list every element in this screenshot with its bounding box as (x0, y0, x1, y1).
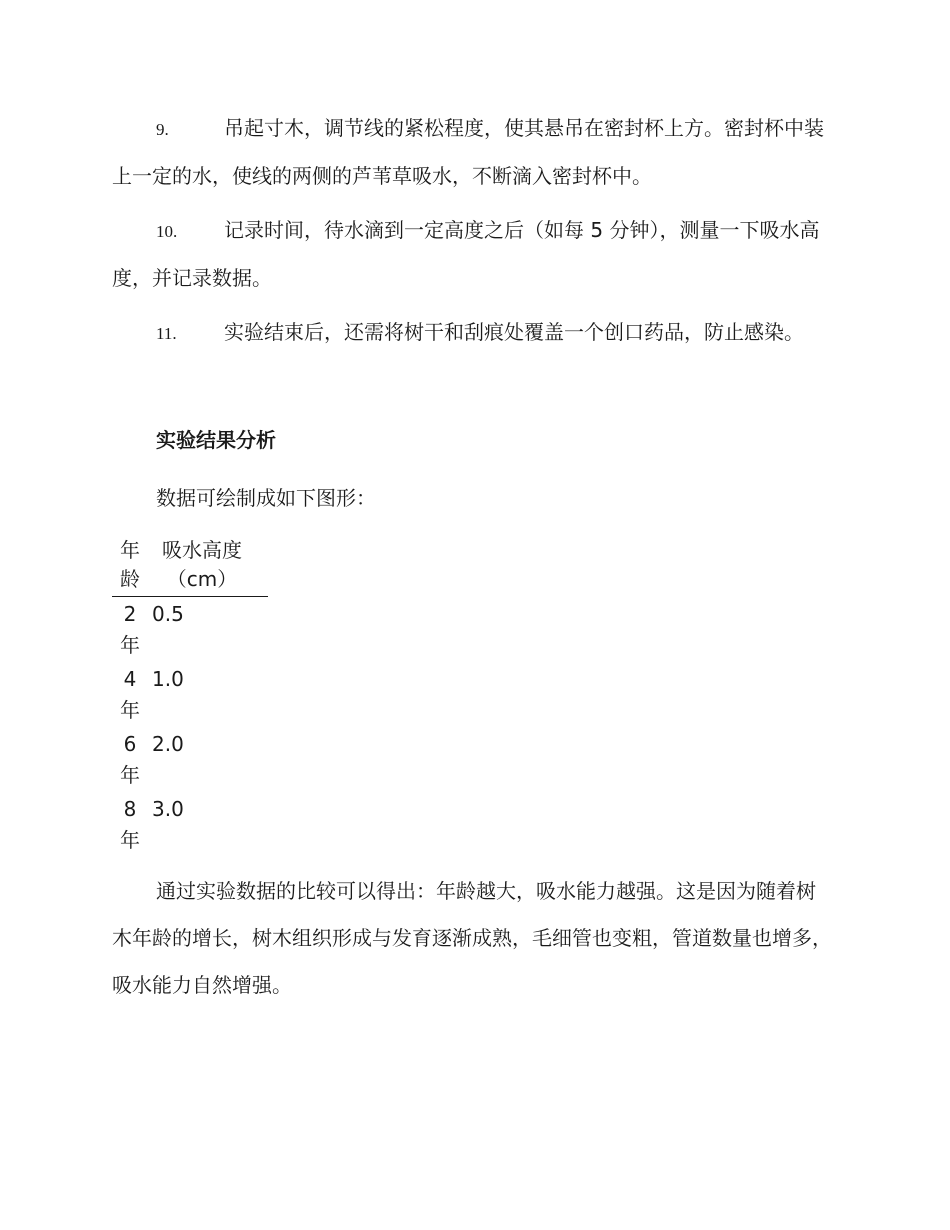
cell-height: 1.0 (152, 667, 184, 691)
cell-height: 2.0 (152, 732, 184, 756)
table-row (112, 792, 268, 857)
cell-height: 0.5 (152, 602, 184, 626)
chart-intro: 数据可绘制成如下图形： (156, 486, 376, 510)
cell-age: 6年 (120, 732, 140, 787)
step-text: 吊起寸木，调节线的紧松程度，使其悬吊在密封杯上方。密封杯中装上一定的水，使线的两侧的芦苇草吸水，不断滴入密封杯中。 (112, 116, 824, 188)
header-age: 年龄 (112, 536, 152, 597)
step-11 (112, 309, 834, 357)
cell-height: 3.0 (152, 797, 184, 821)
step-9 (112, 105, 834, 200)
step-number: 11. (156, 324, 177, 343)
step-number: 10. (156, 222, 178, 241)
step-number: 9. (156, 120, 169, 139)
table-header-row (112, 536, 268, 597)
table-row (112, 662, 268, 727)
cell-age: 4年 (120, 667, 140, 722)
data-table (112, 536, 268, 857)
table-row (112, 727, 268, 792)
cell-age: 8年 (120, 797, 140, 852)
step-text: 实验结束后，还需将树干和刮痕处覆盖一个创口药品，防止感染。 (224, 320, 804, 344)
section-heading: 实验结果分析 (156, 428, 276, 452)
cell-age: 2年 (120, 602, 140, 657)
conclusion-paragraph: 通过实验数据的比较可以得出：年龄越大，吸水能力越强。这是因为随着树木年龄的增长，树木组织形成与发育逐渐成熟，毛细管也变粗，管道数量也增多，吸水能力自然增强。 (112, 879, 832, 997)
table-row (112, 597, 268, 663)
step-10 (112, 207, 834, 302)
step-text: 记录时间，待水滴到一定高度之后（如每 5 分钟），测量一下吸水高度，并记录数据。 (112, 218, 820, 290)
header-height: 吸水高度（cm） (152, 536, 268, 597)
